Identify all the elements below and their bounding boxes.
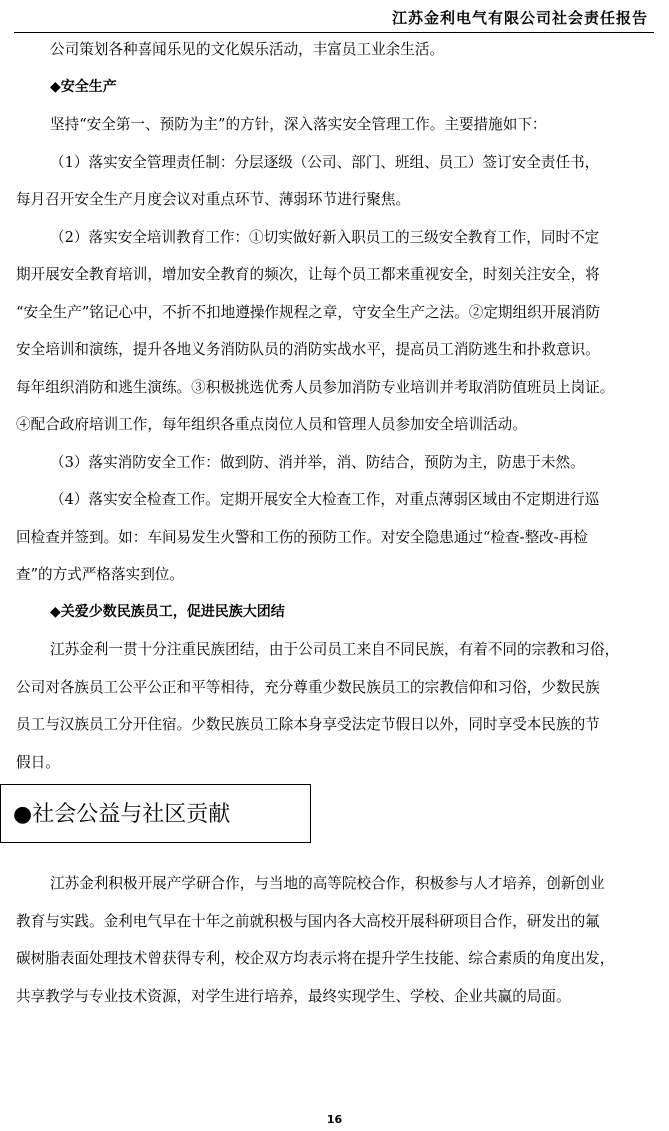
paragraph-line: 假日。 [16,753,60,771]
body-text-top [16,31,652,781]
paragraph-line: 碳树脂表面处理技术曾获得专利，校企双方均表示将在提升学生技能、综合素质的角度出发， [16,950,615,967]
subheading-safety: ◆安全生产 [50,78,117,95]
paragraph-line: 每年组织消防和逃生演练。③积极挑选优秀人员参加消防专业培训并考取消防值班员上岗证。 [16,378,615,396]
paragraph-line: （1）落实安全管理责任制：分层逐级（公司、部门、班组、员工）签订安全责任书， [50,153,600,171]
page-header [14,0,654,33]
paragraph-line: 回检查并签到。如：车间易发生火警和工伤的预防工作。对安全隐患通过“检查-整改-再检 [16,528,588,546]
paragraph-line: 教育与实践。金利电气早在十年之前就积极与国内各大高校开展科研项目合作，研发出的氟 [16,912,600,930]
page-number: 16 [326,1113,343,1126]
paragraph-line: 江苏金利积极开展产学研合作，与当地的高等院校合作，积极参与人才培养，创新创业 [50,875,605,892]
paragraph-line: 期开展安全教育培训，增加安全教育的频次，让每个员工都来重视安全，时刻关注安全，将 [16,266,600,283]
paragraph-line: （2）落实安全培训教育工作：①切实做好新入职员工的三级安全教育工作，同时不定 [50,228,600,246]
paragraph-line: 安全培训和演练，提升各地义务消防队员的消防实战水平，提高员工消防逃生和扑救意识。 [16,341,600,358]
report-title: 江苏金利电气有限公司社会责任报告 [391,9,648,27]
paragraph-line: 坚持“安全第一、预防为主”的方针，深入落实安全管理工作。主要措施如下： [50,116,547,133]
paragraph-line: ④配合政府培训工作，每年组织各重点岗位人员和管理人员参加安全培训活动。 [16,416,527,433]
subheading-minority: ◆关爱少数民族员工，促进民族大团结 [50,603,285,620]
paragraph-line: 江苏金利一贯十分注重民族团结，由于公司员工来自不同民族，有着不同的宗教和习俗， [50,641,620,658]
paragraph-line: 查”的方式严格落实到位。 [16,566,184,583]
body-text-bottom [16,865,652,1015]
paragraph-line: 每月召开安全生产月度会议对重点环节、薄弱环节进行聚焦。 [16,191,411,208]
paragraph-line: 公司策划各种喜闻乐见的文化娱乐活动，丰富员工业余生活。 [50,41,445,58]
section-title: ●社会公益与社区贡献 [13,802,231,827]
paragraph-line: （3）落实消防安全工作：做到防、消并举，消、防结合，预防为主，防患于未然。 [50,453,585,471]
paragraph-line: 公司对各族员工公平公正和平等相待，充分尊重少数民族员工的宗教信仰和习俗，少数民族 [16,678,600,696]
paragraph-line: “安全生产”铭记心中，不折不扣地遵操作规程之章，守安全生产之法。②定期组织开展消防 [16,303,601,321]
paragraph-line: 员工与汉族员工分开住宿。少数民族员工除本身享受法定节假日以外，同时享受本民族的节 [16,716,600,733]
paragraph-line: 共享教学与专业技术资源，对学生进行培养，最终实现学生、学校、企业共赢的局面。 [16,987,571,1005]
section-heading-box [0,784,311,843]
paragraph-line: （4）落实安全检查工作。定期开展安全大检查工作，对重点薄弱区域由不定期进行巡 [50,491,600,508]
